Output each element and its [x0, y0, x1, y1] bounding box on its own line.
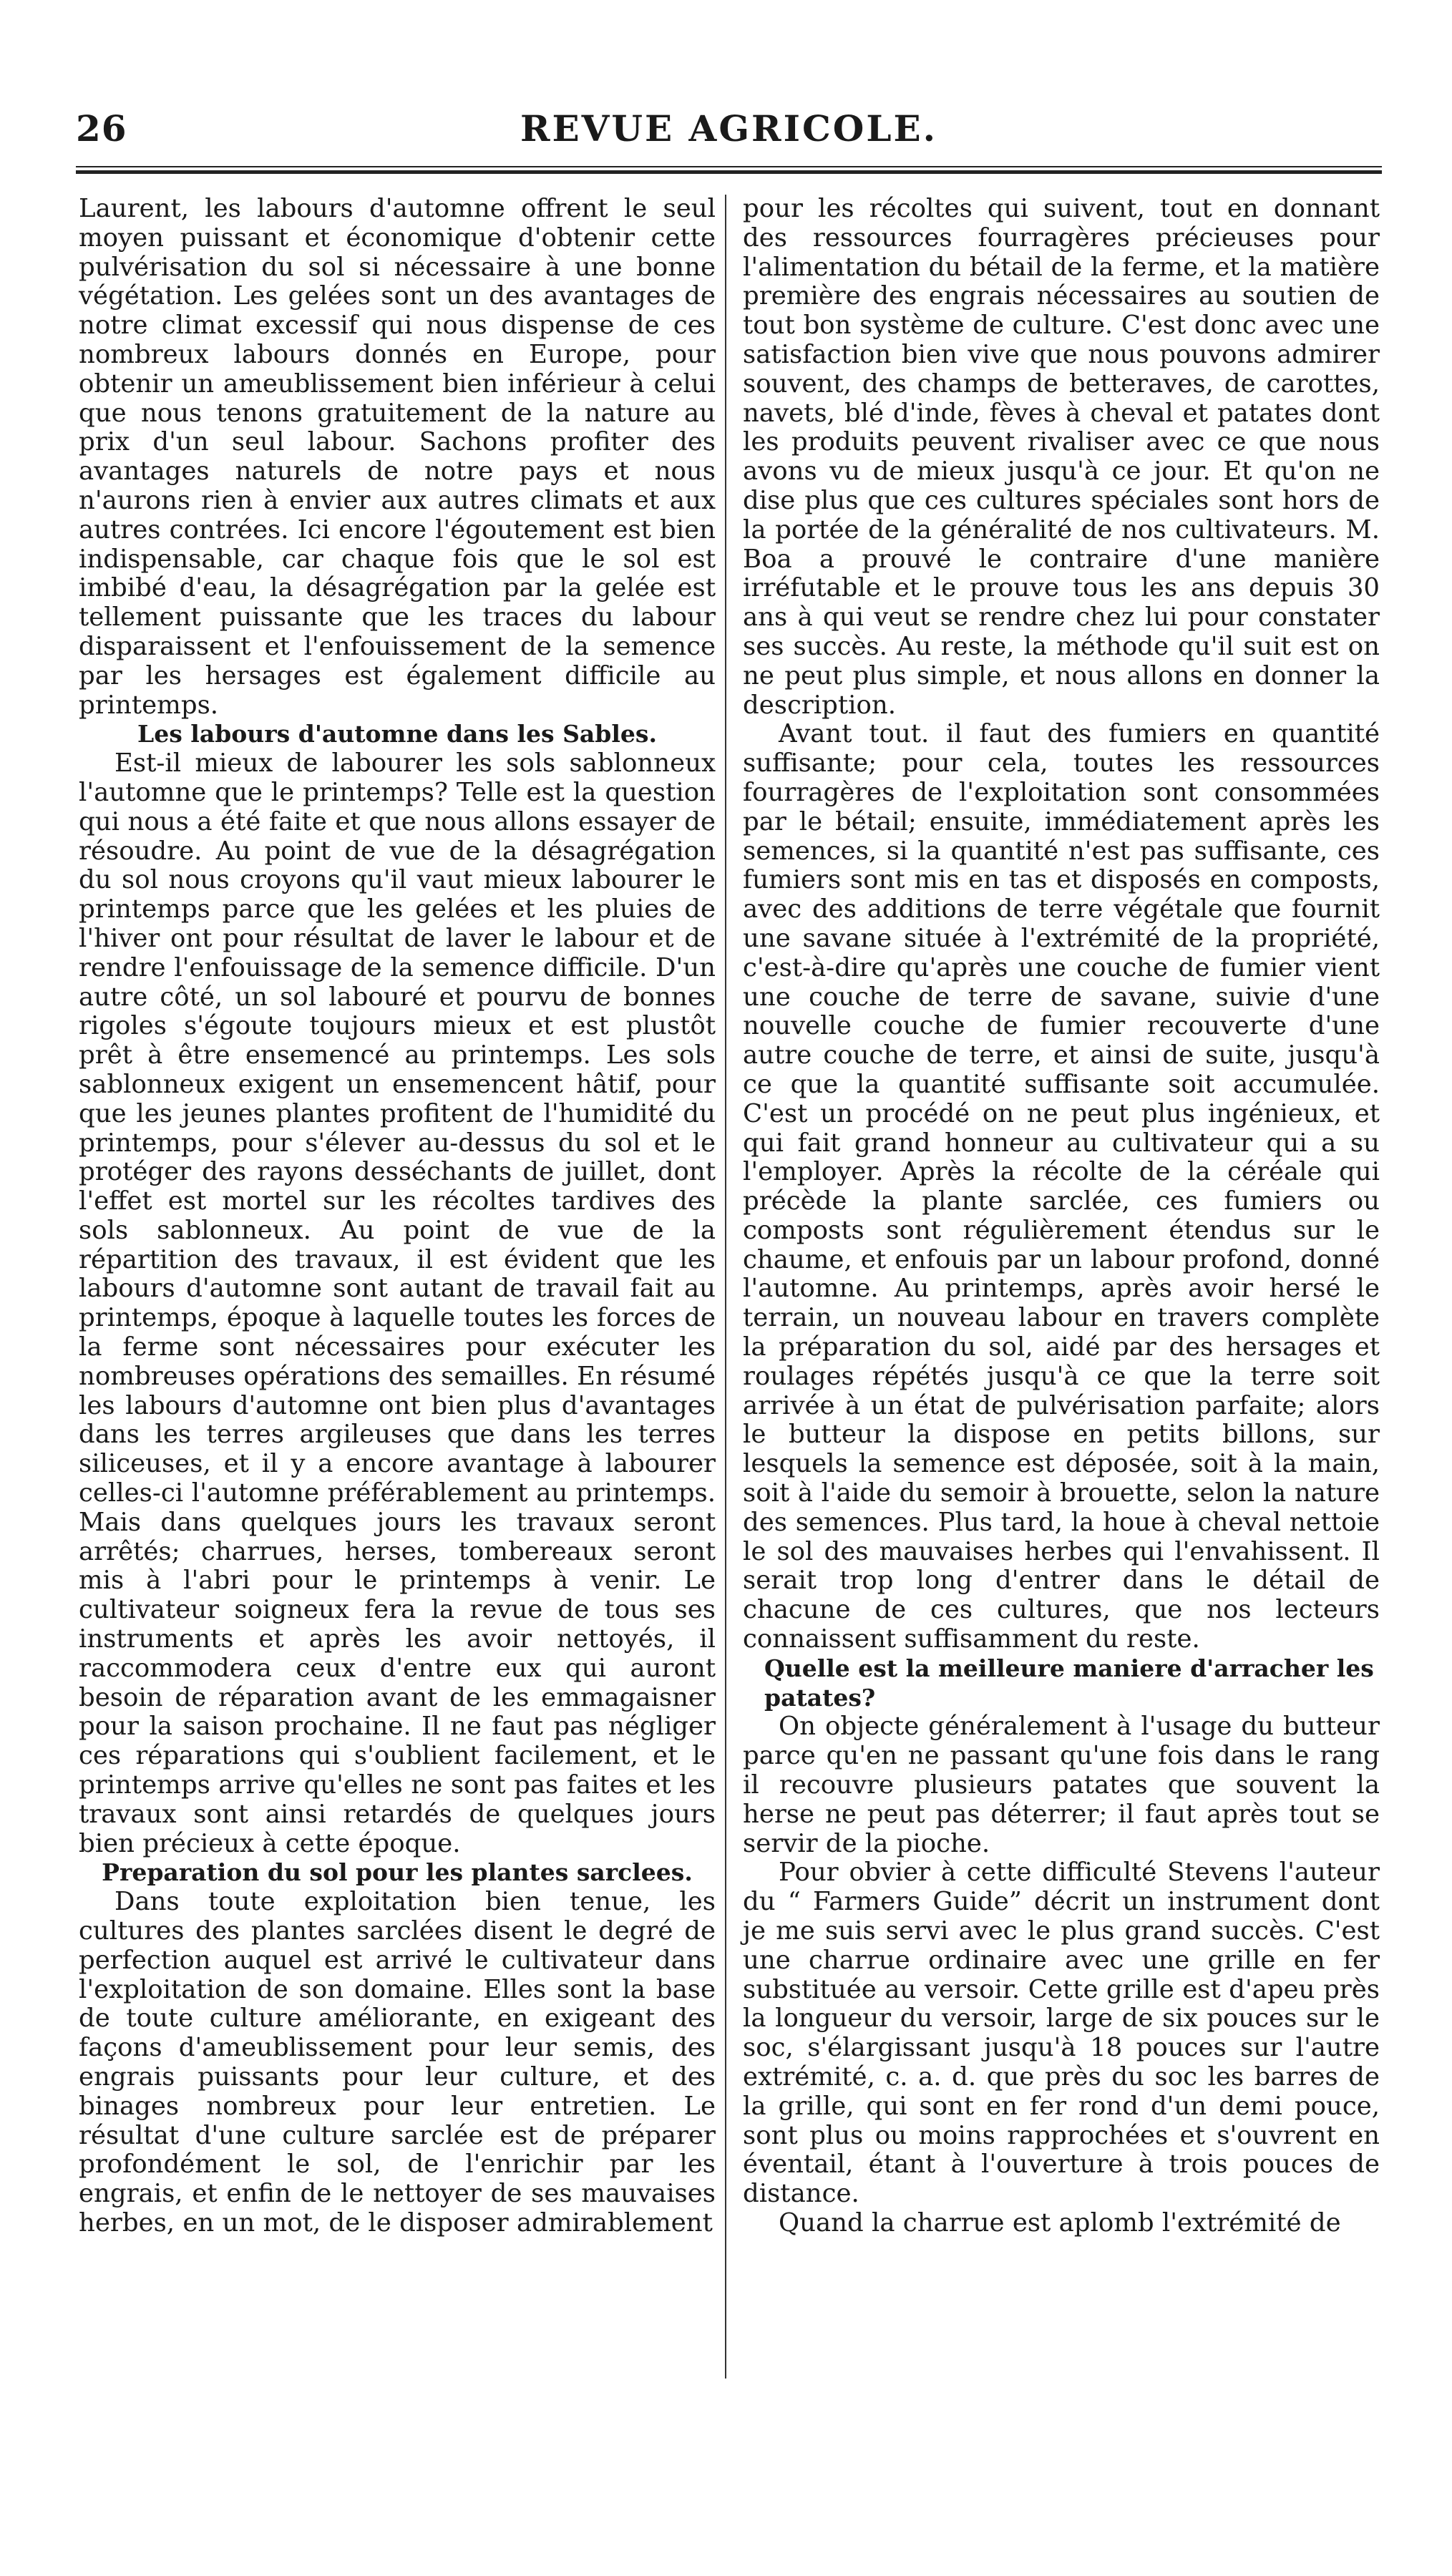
running-title: REVUE AGRICOLE.: [520, 107, 938, 150]
left-paragraph-1: Laurent, les labours d'automne offrent le seul moyen puissant et économique d'obtenir cette pulvérisation du sol si nécessaire à une bonne végétation. Les gelées sont un des avantages de notre climat excessif qui nous dispense de ces nombreux labours donnés en Europe, pour obtenir un ameublissement bien inférieur à celui que nous tenons gratuitement de la nature au prix d'un seul labour. Sachons profiter des avantages naturels de notre pays et nous n'aurons rien à envier aux autres climats et aux autres contrées. Ici encore l'égoutement est bien indispensable, car chaque fois que le sol est imbibé d'eau, la désagrégation par la gelée est tellement puissante que les traces du labour disparaissent et l'enfouissement de la semence par les hersages est également difficile au printemps.: [79, 194, 716, 720]
left-subheading-2: Preparation du sol pour les plantes sarclees.: [102, 1858, 693, 1887]
column-divider: [725, 195, 726, 2379]
page-header: [76, 100, 1382, 157]
header-rule-thick: [76, 170, 1382, 174]
right-paragraph-4: Pour obvier à cette difficulté Stevens l'auteur du “ Farmers Guide” décrit un instrument dont je me suis servi avec le plus grand succès. C'est une charrue ordinaire avec une grille en fer substituée au versoir. Cette grille est d'apeu près la longueur du versoir, large de six pouces sur le soc, s'élargissant jusqu'à 18 pouces sur l'autre extrémité, c. a. d. que près du soc les barres de la grille, qui sont en fer rond d'un demi pouce, sont plus ou moins rapprochées et s'ouvrent en éventail, étant à l'ouverture à trois pouces de distance.: [743, 1858, 1380, 2209]
left-paragraph-2: Est-il mieux de labourer les sols sablonneux l'automne que le printemps? Telle est la question qui nous a été faite et que nous allons essayer de résoudre. Au point de vue de la désagrégation du sol nous croyons qu'il vaut mieux labourer le printemps parce que les gelées et les pluies de l'hiver ont pour résultat de laver le labour et de rendre l'enfouissage de la semence difficile. D'un autre côté, un sol labouré et pourvu de bonnes rigoles s'égoute toujours mieux et est plustôt prêt à être ensemencé au printemps. Les sols sablonneux exigent un ensemencent hâtif, pour que les jeunes plantes profitent de l'humidité du printemps, pour s'élever au-dessus du sol et le protéger des rayons desséchants de juillet, dont l'effet est mortel sur les récoltes tardives des sols sablonneux. Au point de vue de la répartition des travaux, il est évident que les labours d'automne sont autant de travail fait au printemps, époque à laquelle toutes les forces de la ferme sont nécessaires pour exécuter les nombreuses opérations des semailles. En résumé les labours d'automne ont bien plus d'avantages dans les terres argileuses que dans les terres siliceuses, et il y a encore avantage à labourer celles-ci l'automne préférablement au printemps. Mais dans quelques jours les travaux seront arrêtés; charrues, herses, tombereaux seront mis à l'abri pour le printemps à venir. Le cultivateur soigneux fera la revue de tous ses instruments et après les avoir nettoyés, il raccommodera ceux d'entre eux qui auront besoin de réparation avant de les emmagaisner pour la saison prochaine. Il ne faut pas négliger ces réparations qui s'oublient facilement, et le printemps arrive qu'elles ne sont pas faites et les travaux sont ainsi retardés de quelques jours bien précieux à cette époque.: [79, 748, 716, 1858]
right-paragraph-5: Quand la charrue est aplomb l'extrémité de: [779, 2207, 1341, 2238]
page-number: 26: [76, 107, 127, 150]
left-subheading-1: Les labours d'automne dans les Sables.: [137, 720, 657, 748]
right-subheading-1: Quelle est la meilleure maniere d'arracher les patates?: [764, 1654, 1374, 1712]
header-rule-thin: [76, 166, 1382, 167]
left-paragraph-3: Dans toute exploitation bien tenue, les cultures des plantes sarclées disent le degré de perfection auquel est arrivé le cultivateur dans l'exploitation de son domaine. Elles sont la base de toute culture améliorante, en exigeant des façons d'ameublissement pour leur semis, des engrais puissants pour leur culture, et des binages nombreux pour leur entretien. Le résultat d'une culture sarclée est de préparer profondément le sol, de l'enrichir par les engrais, et enfin de le nettoyer de ses mauvaises herbes, en un mot, de le disposer admirablement: [79, 1887, 716, 2238]
right-paragraph-2: Avant tout. il faut des fumiers en quantité suffisante; pour cela, toutes les ressources fourragères de l'exploitation sont consommées par le bétail; ensuite, immédiatement après les semences, si la quantité n'est pas suffisante, ces fumiers sont mis en tas et disposés en composts, avec des additions de terre végétale que fournit une savane située à l'extrémité de la propriété, c'est-à-dire qu'après une couche de fumier vient une couche de terre de savane, suivie d'une nouvelle couche de fumier recouverte d'une autre couche de terre, et ainsi de suite, jusqu'à ce que la quantité suffisante soit accumulée. C'est un procédé on ne peut plus ingénieux, et qui fait grand honneur au cultivateur qui a su l'employer. Après la récolte de la céréale qui précède la plante sarclée, ces fumiers ou composts sont régulièrement étendus sur le chaume, et enfouis par un labour profond, donné l'automne. Au printemps, après avoir hersé le terrain, un nouveau labour en travers complète la préparation du sol, aidé par des hersages et roulages répétés jusqu'à ce que la terre soit arrivée à un état de pulvérisation parfaite; alors le butteur la dispose en petits billons, sur lesquels la semence est déposée, soit à la main, soit à l'aide du semoir à brouette, selon la nature des semences. Plus tard, la houe à cheval nettoie le sol des mauvaises herbes qui l'envahissent. Il serait trop long d'entrer dans le détail de chacune de ces cultures, que nos lecteurs connaissent suffisamment du reste.: [743, 719, 1380, 1654]
right-paragraph-3: On objecte généralement à l'usage du butteur parce qu'en ne passant qu'une fois dans le rang il recouvre plusieurs patates que souvent la herse ne peut pas déterrer; il faut après tout se servir de la pioche.: [743, 1712, 1380, 1858]
left-column: [79, 195, 716, 2238]
right-column: [743, 195, 1380, 2238]
right-paragraph-1: pour les récoltes qui suivent, tout en donnant des ressources fourragères précieuses pour l'alimentation du bétail de la ferme, et la matière première des engrais nécessaires au soutien de tout bon système de culture. C'est donc avec une satisfaction bien vive que nous pouvons admirer souvent, des champs de betteraves, de carottes, navets, blé d'inde, fèves à cheval et patates dont les produits peuvent rivaliser avec ce que nous avons vu de mieux jusqu'à ce jour. Et qu'on ne dise plus que ces cultures spéciales sont hors de la portée de la généralité de nos cultivateurs. M. Boa a prouvé le contraire d'une manière irréfutable et le prouve tous les ans depuis 30 ans à qui veut se rendre chez lui pour constater ses succès. Au reste, la méthode qu'il suit est on ne peut plus simple, et nous allons en donner la description.: [743, 194, 1380, 720]
